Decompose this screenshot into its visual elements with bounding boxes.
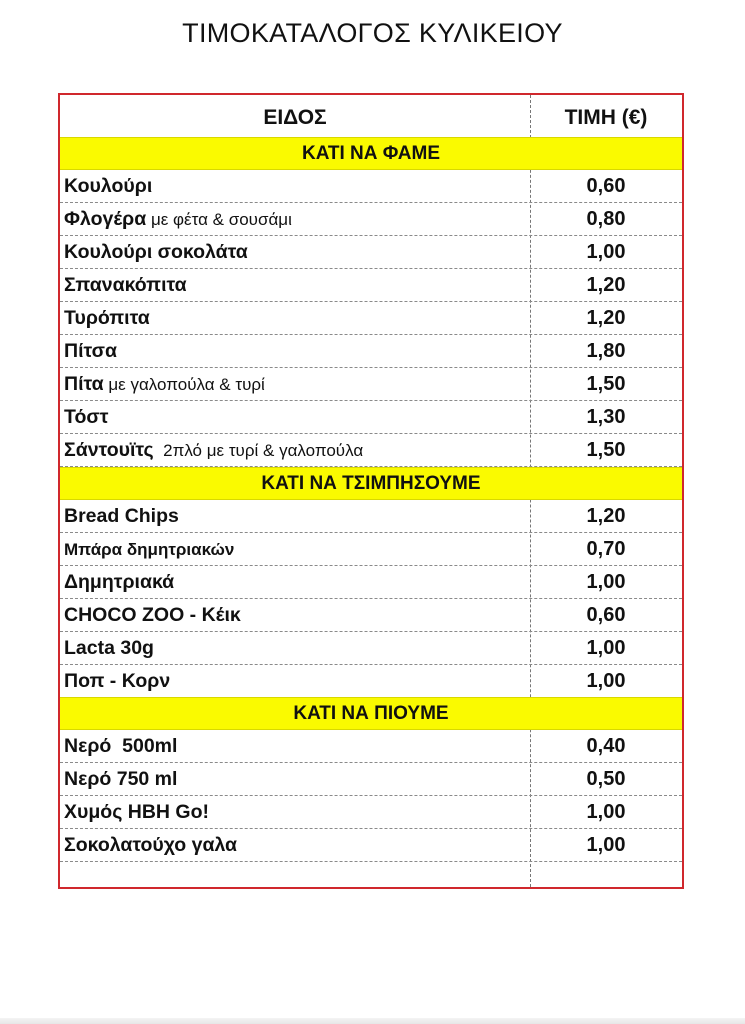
table-row — [60, 829, 682, 862]
table-row — [60, 368, 682, 401]
table-row — [60, 335, 682, 368]
table-row — [60, 599, 682, 632]
item-price: 1,80 — [586, 340, 626, 362]
item-price: 1,50 — [586, 373, 626, 395]
item-price: 1,30 — [586, 406, 626, 428]
table-row — [60, 500, 682, 533]
item-price: 1,50 — [586, 439, 626, 461]
table-row — [60, 236, 682, 269]
item-price: 0,40 — [586, 735, 626, 757]
item-name: Νερό 750 ml — [64, 768, 178, 790]
table-row — [60, 533, 682, 566]
item-price: 1,20 — [586, 274, 626, 296]
item-price: 1,00 — [586, 834, 626, 856]
item-note: 2πλό με τυρί & γαλοπούλα — [153, 441, 364, 460]
table-row — [60, 203, 682, 236]
table-row — [60, 269, 682, 302]
item-price: 0,80 — [586, 208, 626, 230]
table-row — [60, 401, 682, 434]
header-item: ΕΙΔΟΣ — [263, 106, 327, 129]
section-header-drinks: ΚΑΤΙ ΝΑ ΠΙΟΥΜΕ — [60, 697, 682, 730]
item-name: Σάντουϊτς 2πλό με τυρί & γαλοπούλα — [64, 439, 364, 461]
item-price: 1,00 — [586, 801, 626, 823]
item-name: Σπανακόπιτα — [64, 274, 187, 296]
table-row — [60, 566, 682, 599]
item-name: Σοκολατούχο γαλα — [64, 834, 238, 856]
price-table — [58, 93, 684, 889]
table-row — [60, 632, 682, 665]
table-row — [60, 434, 682, 467]
item-name: Ποπ - Κορν — [64, 670, 171, 692]
section-header-food: ΚΑΤΙ ΝΑ ΦΑΜΕ — [60, 137, 682, 170]
item-name: Μπάρα δημητριακών — [64, 540, 235, 559]
item-note: με φέτα & σουσάμι — [146, 210, 292, 229]
table-row — [60, 730, 682, 763]
item-name: CHOCO ZOO - Κέικ — [64, 604, 241, 626]
header-price: ΤΙΜΗ (€) — [564, 106, 648, 129]
item-name: Κουλούρι — [64, 175, 153, 197]
item-price: 0,50 — [586, 768, 626, 790]
item-price: 1,00 — [586, 571, 626, 593]
item-name: Φλογέρα με φέτα & σουσάμι — [64, 208, 292, 230]
item-price: 1,00 — [586, 637, 626, 659]
item-price: 0,70 — [586, 538, 626, 560]
table-row — [60, 302, 682, 335]
item-price: 1,00 — [586, 670, 626, 692]
item-note: με γαλοπούλα & τυρί — [103, 375, 265, 394]
item-name: Πίτα με γαλοπούλα & τυρί — [64, 373, 265, 395]
scan-edge — [0, 1018, 745, 1024]
item-price: 1,00 — [586, 241, 626, 263]
item-price: 0,60 — [586, 604, 626, 626]
table-row — [60, 665, 682, 698]
item-name: Δημητριακά — [64, 571, 175, 593]
item-price: 1,20 — [586, 307, 626, 329]
item-name: Κουλούρι σοκολάτα — [64, 241, 248, 263]
item-name: Τυρόπιτα — [64, 307, 150, 329]
item-price: 0,60 — [586, 175, 626, 197]
table-row — [60, 763, 682, 796]
item-name: Bread Chips — [64, 505, 179, 527]
table-row — [60, 170, 682, 203]
item-name: Lacta 30g — [64, 637, 154, 659]
item-price: 1,20 — [586, 505, 626, 527]
item-name: Πίτσα — [64, 340, 117, 362]
empty-row — [60, 862, 682, 895]
page-title: ΤΙΜΟΚΑΤΑΛΟΓΟΣ ΚΥΛΙΚΕΙΟΥ — [182, 18, 563, 48]
item-name: Τόστ — [64, 406, 109, 428]
section-header-snacks: ΚΑΤΙ ΝΑ ΤΣΙΜΠΗΣΟΥΜΕ — [60, 467, 682, 500]
item-name: Νερό 500ml — [64, 735, 178, 757]
item-name: Χυμός ΗΒΗ Go! — [64, 801, 209, 823]
table-row — [60, 796, 682, 829]
table-header — [60, 95, 682, 137]
